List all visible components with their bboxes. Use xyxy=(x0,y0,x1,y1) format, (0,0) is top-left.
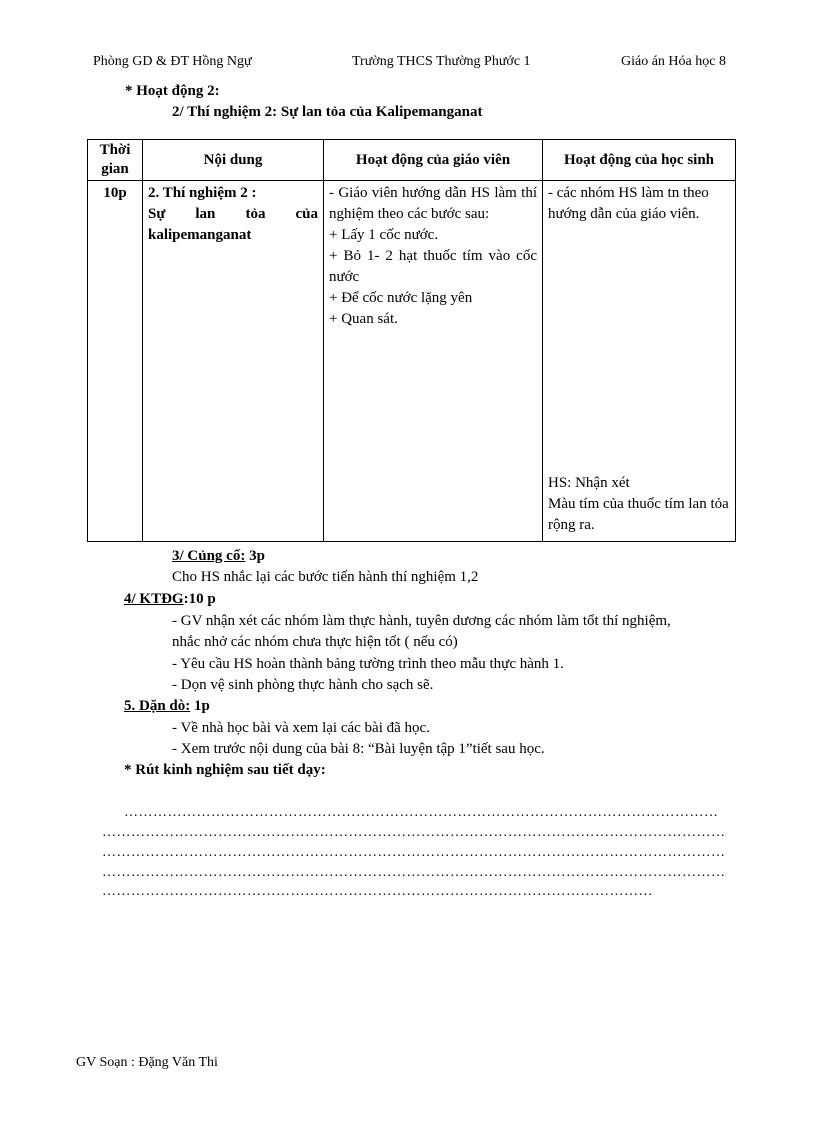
section5-heading: 5. Dặn dò: 1p xyxy=(124,698,210,714)
section4-item: - Yêu cầu HS hoàn thành bảng tường trình theo mẫu thực hành 1. xyxy=(172,656,564,672)
col-header-student: Hoạt động của học sinh xyxy=(543,140,736,181)
activity-subtitle: 2/ Thí nghiệm 2: Sự lan tỏa của Kalipemanganat xyxy=(172,104,483,120)
col-header-time: Thời gian xyxy=(88,140,143,181)
col-header-content: Nội dung xyxy=(143,140,324,181)
cell-teacher xyxy=(324,181,543,542)
content-body: Sự lan tỏa của kalipemanganat xyxy=(148,206,318,243)
section3-heading: 3/ Củng cố: 3p xyxy=(172,548,265,564)
review-line: ………………………………………………………………………………………………………………… xyxy=(102,845,726,860)
review-line: ………………………………………………………………………………………………………………… xyxy=(102,825,726,840)
time-value: 10p xyxy=(103,185,127,201)
header-school-name: Trường THCS Thường Phước 1 xyxy=(352,54,531,69)
section4-item: nhắc nhở các nhóm chưa thực hiện tốt ( nếu có) xyxy=(172,634,458,650)
teacher-step: + Lấy 1 cốc nước. xyxy=(329,227,439,243)
teacher-step: + Bỏ 1- 2 hạt thuốc tím vào cốc nước xyxy=(329,248,537,285)
table-row xyxy=(88,181,736,542)
section3-text: Cho HS nhắc lại các bước tiến hành thí nghiệm 1,2 xyxy=(172,569,479,585)
section5-item: - Xem trước nội dung của bài 8: “Bài luyện tập 1”tiết sau học. xyxy=(172,741,545,757)
table-header-row xyxy=(88,140,736,181)
header-subject: Giáo án Hóa học 8 xyxy=(621,54,726,69)
student-activity: - các nhóm HS làm tn theo hướng dẫn của giáo viên. xyxy=(548,185,709,222)
review-line: …………………………………………………………………………………………………… xyxy=(102,884,653,899)
cell-student xyxy=(543,181,736,542)
student-observation-label: HS: Nhận xét xyxy=(548,475,630,491)
review-line: ………………………………………………………………………………………………………………… xyxy=(102,865,726,880)
cell-content xyxy=(143,181,324,542)
teacher-step: + Quan sát. xyxy=(329,311,398,327)
lesson-table xyxy=(87,139,736,542)
footer-author: GV Soạn : Đặng Văn Thi xyxy=(76,1055,218,1070)
student-observation: Màu tím của thuốc tím lan tỏa rộng ra. xyxy=(548,496,729,533)
cell-time xyxy=(88,181,143,542)
section4-heading: 4/ KTĐG:10 p xyxy=(124,591,216,607)
section4-item: - Dọn vệ sinh phòng thực hành cho sạch sẽ. xyxy=(172,677,434,693)
header-school-dept: Phòng GD & ĐT Hồng Ngự xyxy=(93,54,252,69)
activity-title: * Hoạt động 2: xyxy=(125,83,220,99)
section4-item: - GV nhận xét các nhóm làm thực hành, tuyên dương các nhóm làm tốt thí nghiệm, xyxy=(172,613,671,629)
content-title: 2. Thí nghiệm 2 : xyxy=(148,185,257,201)
teacher-step: - Giáo viên hướng dẫn HS làm thí nghiệm theo các bước sau: xyxy=(329,185,537,222)
review-line: …………………………………………………………………………………………………………… xyxy=(124,805,719,820)
section5-item: - Về nhà học bài và xem lại các bài đã học. xyxy=(172,720,430,736)
teacher-step: + Để cốc nước lặng yên xyxy=(329,290,473,306)
col-header-teacher: Hoạt động của giáo viên xyxy=(324,140,543,181)
review-heading: * Rút kinh nghiệm sau tiết dạy: xyxy=(124,762,326,778)
